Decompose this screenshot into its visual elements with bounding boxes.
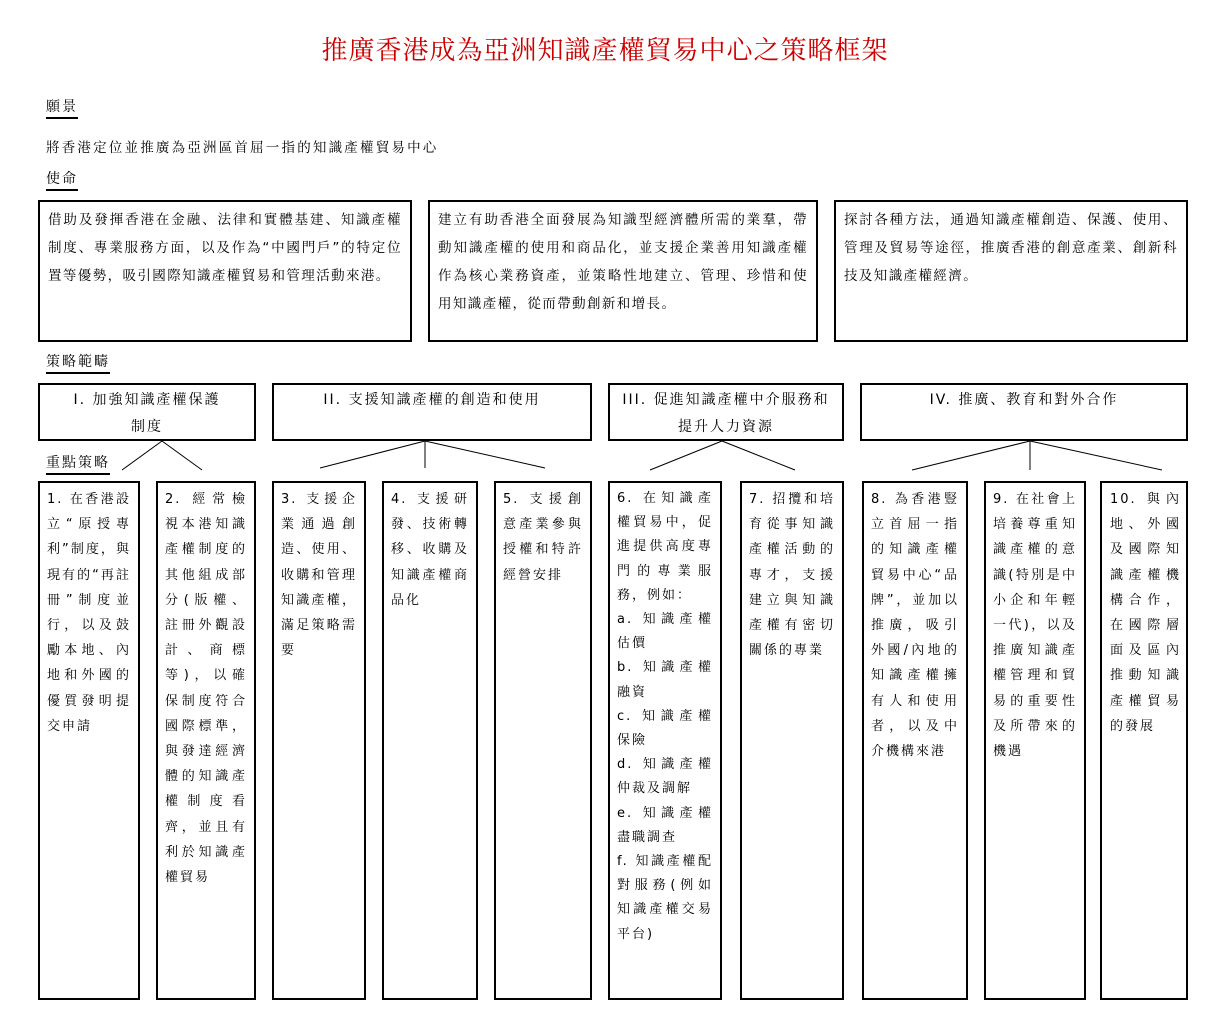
- strategy-6-sub-c: c. 知識產權保險: [617, 708, 713, 749]
- strategy-box-4: 4. 支援研發、技術轉移、收購及知識產權商品化: [382, 481, 478, 1000]
- strategy-6-sub-b: b. 知識產權融資: [617, 660, 713, 700]
- scope-box-2: II. 支援知識產權的創造和使用: [272, 383, 592, 441]
- connector-line: [912, 441, 1030, 470]
- strategy-box-1: 1. 在香港設立“原授專利”制度，與現有的“再註冊”制度並行，以及鼓勵本地、內地和外國的優質發明提交申請: [38, 481, 140, 1000]
- strategy-6-sub-f: f. 知識產權配對服務(例如知識產權交易平台): [617, 854, 713, 942]
- connector-line: [722, 441, 795, 470]
- strategy-box-8: 8. 為香港豎立首屈一指的知識產權貿易中心“品牌”，並加以推廣，吸引外國/內地的知識產權擁有人和使用者，以及中介機構來港: [862, 481, 968, 1000]
- mission-box-2: 建立有助香港全面發展為知識型經濟體所需的業羣，帶動知識產權的使用和商品化，並支援企業善用知識產權作為核心業務資產，並策略性地建立、管理、珍惜和使用知識產權，從而帶動創新和增長。: [428, 200, 818, 342]
- connector-line: [320, 441, 425, 468]
- scope-box-4: IV. 推廣、教育和對外合作: [860, 383, 1188, 441]
- strategy-6-sub-d: d. 知識產權仲裁及調解: [617, 757, 713, 797]
- mission-box-3: 探討各種方法，通過知識產權創造、保護、使用、管理及貿易等途徑，推廣香港的創意產業、創新科技及知識產權經濟。: [834, 200, 1188, 342]
- mission-box-1: 借助及發揮香港在金融、法律和實體基建、知識產權制度、專業服務方面，以及作為“中國門戶”的特定位置等優勢，吸引國際知識產權貿易和管理活動來港。: [38, 200, 412, 342]
- strategies-label: 重點策略: [46, 454, 110, 475]
- strategy-6-sub-e: e. 知識產權盡職調查: [617, 805, 713, 845]
- vision-label: 願景: [46, 98, 78, 119]
- scope-label: 策略範疇: [46, 353, 110, 374]
- strategy-box-5: 5. 支援創意產業參與授權和特許經營安排: [494, 481, 592, 1000]
- connector-line: [162, 441, 202, 470]
- connector-line: [122, 441, 162, 470]
- connector-line: [650, 441, 722, 470]
- scope-box-1: I. 加強知識產權保護制度: [38, 383, 256, 441]
- vision-text: 將香港定位並推廣為亞洲區首屈一指的知識產權貿易中心: [46, 140, 439, 156]
- strategy-box-3: 3. 支援企業通過創造、使用、收購和管理知識產權，滿足策略需要: [272, 481, 366, 1000]
- strategy-6-intro: 6. 在知識產權貿易中，促進提供高度專門的專業服務，例如：: [617, 491, 713, 603]
- connector-line: [1030, 441, 1162, 470]
- strategy-box-10: 10. 與內地、外國及國際知識產權機構合作，在國際層面及區內推動知識產權貿易的發展: [1100, 481, 1188, 1000]
- strategy-box-2: 2. 經常檢視本港知識產權制度的其他組成部分(版權、註冊外觀設計、商標等)，以確保制度符合國際標準，與發達經濟體的知識產權制度看齊，並且有利於知識產權貿易: [156, 481, 256, 1000]
- strategy-box-7: 7. 招攬和培育從事知識產權活動的專才，支援建立與知識產權有密切關係的專業: [740, 481, 844, 1000]
- mission-label: 使命: [46, 170, 78, 191]
- connector-line: [425, 441, 545, 468]
- scope-box-3: III. 促進知識產權中介服務和提升人力資源: [608, 383, 844, 441]
- strategy-6-sub-a: a. 知識產權估價: [617, 612, 713, 652]
- strategy-box-6: [608, 481, 722, 1000]
- strategy-box-9: 9. 在社會上培養尊重知識產權的意識(特別是中小企和年輕一代)，以及推廣知識產權管理和貿易的重要性及所帶來的機遇: [984, 481, 1086, 1000]
- page-title: 推廣香港成為亞洲知識產權貿易中心之策略框架: [321, 36, 889, 66]
